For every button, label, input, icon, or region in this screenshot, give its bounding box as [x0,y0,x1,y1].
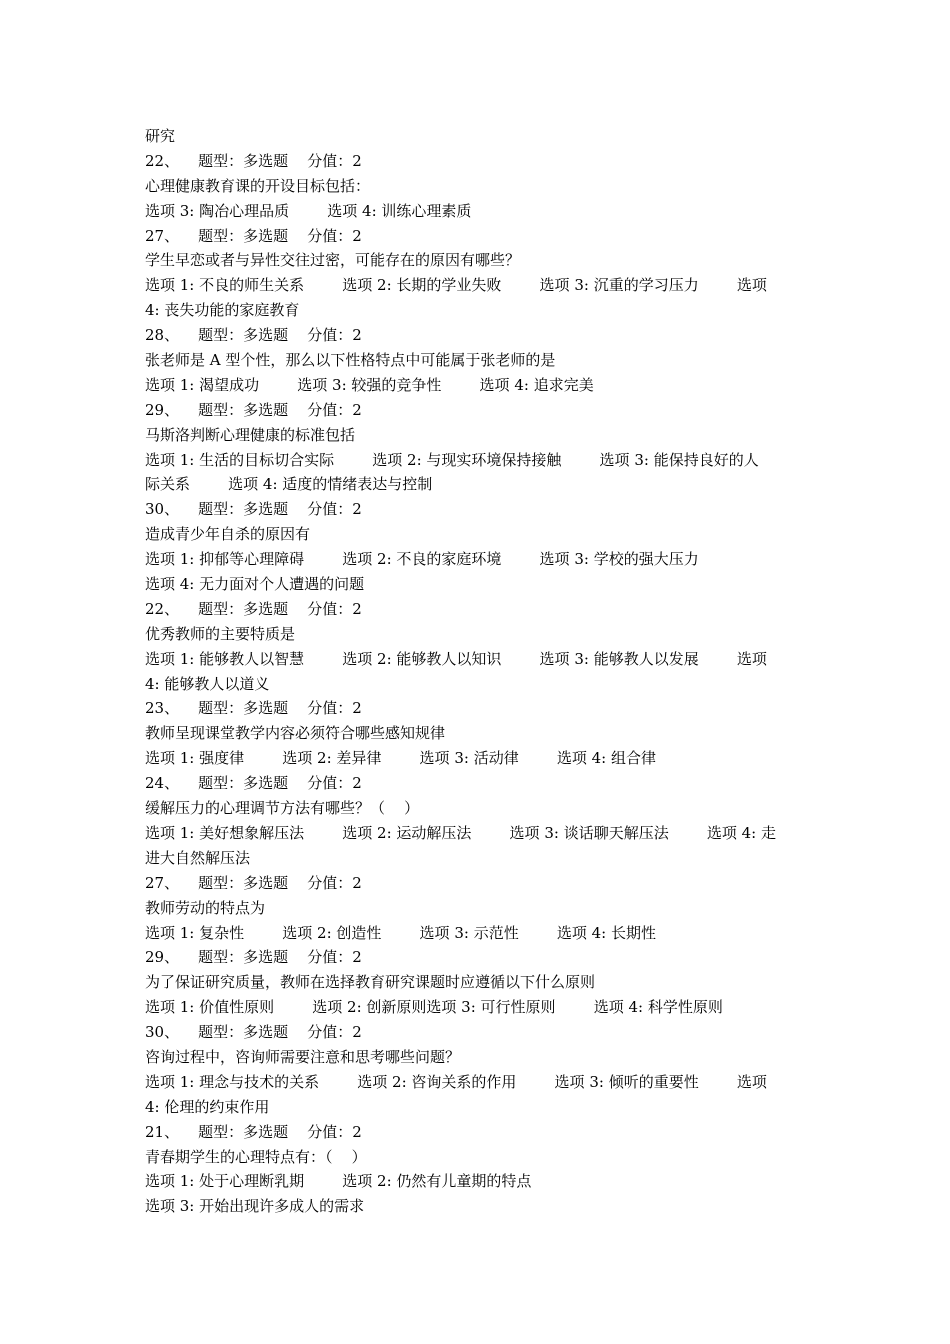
text-line: 22、 题型：多选题 分值：2 [145,599,362,618]
document-page [145,124,809,1219]
text-line: 优秀教师的主要特质是 [145,624,296,643]
text-line: 选项 1: 能够教人以智慧 选项 2: 能够教人以知识 选项 3: 能够教人以发展 选项 [145,649,767,668]
text-line: 23、 题型：多选题 分值：2 [145,699,362,718]
text-line: 选项 1: 美好想象解压法 选项 2: 运动解压法 选项 3: 谈话聊天解压法 选项 4: 走 [145,823,776,842]
text-line: 为了保证研究质量，教师在选择教育研究课题时应遵循以下什么原则 [145,973,596,992]
text-line: 缓解压力的心理调节方法有哪些？（ ） [145,799,420,818]
text-line: 29、 题型：多选题 分值：2 [145,948,362,967]
text-line: 30、 题型：多选题 分值：2 [145,1023,362,1042]
text-line: 选项 1: 复杂性 选项 2: 创造性 选项 3: 示范性 选项 4: 长期性 [145,923,656,942]
text-line: 选项 3: 开始出现许多成人的需求 [145,1197,365,1216]
text-line: 造成青少年自杀的原因有 [145,525,311,544]
text-line: 青春期学生的心理特点有：（ ） [145,1147,367,1166]
text-line: 29、 题型：多选题 分值：2 [145,400,362,419]
text-line: 张老师是 A 型个性，那么以下性格特点中可能属于张老师的是 [145,351,556,370]
text-line: 28、 题型：多选题 分值：2 [145,326,362,345]
text-line: 选项 4: 无力面对个人遭遇的问题 [145,575,365,594]
text-line: 27、 题型：多选题 分值：2 [145,873,362,892]
text-line: 学生早恋或者与异性交往过密，可能存在的原因有哪些？ [145,251,521,270]
text-line: 马斯洛判断心理健康的标准包括 [145,425,356,444]
text-line: 选项 1: 生活的目标切合实际 选项 2: 与现实环境保持接触 选项 3: 能保持良好的人 [145,450,759,469]
text-line: 22、 题型：多选题 分值：2 [145,151,362,170]
text-line: 教师呈现课堂教学内容必须符合哪些感知规律 [145,724,446,743]
text-line: 咨询过程中，咨询师需要注意和思考哪些问题？ [145,1047,461,1066]
text-line: 选项 1: 理念与技术的关系 选项 2: 咨询关系的作用 选项 3: 倾听的重要性 选项 [145,1072,767,1091]
text-line: 选项 1: 处于心理断乳期 选项 2: 仍然有儿童期的特点 [145,1172,532,1191]
text-line: 24、 题型：多选题 分值：2 [145,774,362,793]
text-line: 心理健康教育课的开设目标包括： [145,176,371,195]
text-line: 4: 丧失功能的家庭教育 [145,301,300,320]
text-line: 选项 1: 价值性原则 选项 2: 创新原则选项 3: 可行性原则 选项 4: 科学性原则 [145,998,723,1017]
text-line: 选项 1: 渴望成功 选项 3: 较强的竞争性 选项 4: 追求完美 [145,375,594,394]
text-line: 选项 1: 不良的师生关系 选项 2: 长期的学业失败 选项 3: 沉重的学习压力 选项 [145,276,767,295]
text-line: 教师劳动的特点为 [145,898,266,917]
text-line: 选项 1: 抑郁等心理障碍 选项 2: 不良的家庭环境 选项 3: 学校的强大压力 [145,550,699,569]
text-line: 进大自然解压法 [145,848,251,867]
text-line: 际关系 选项 4: 适度的情绪表达与控制 [145,475,433,494]
text-line: 4: 伦理的约束作用 [145,1097,270,1116]
text-line: 21、 题型：多选题 分值：2 [145,1122,362,1141]
text-line: 选项 1: 强度律 选项 2: 差异律 选项 3: 活动律 选项 4: 组合律 [145,749,656,768]
text-line: 研究 [145,127,176,145]
text-line: 30、 题型：多选题 分值：2 [145,500,362,519]
text-line: 选项 3: 陶冶心理品质 选项 4: 训练心理素质 [145,201,472,220]
text-line: 27、 题型：多选题 分值：2 [145,226,362,245]
text-line: 4: 能够教人以道义 [145,674,270,693]
